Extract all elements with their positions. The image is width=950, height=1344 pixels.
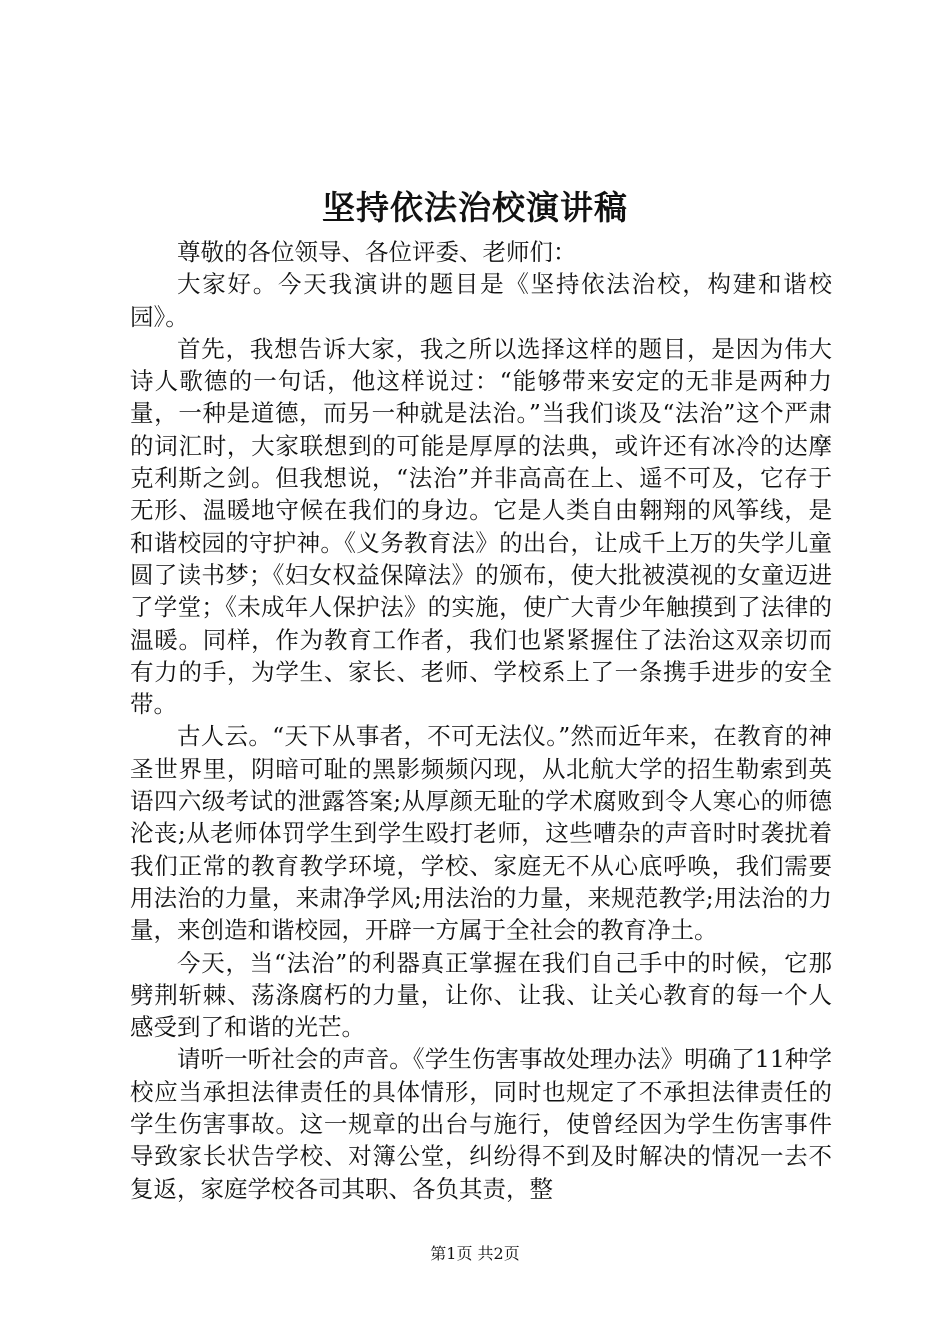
body-paragraph: 请听一听社会的声音。《学生伤害事故处理办法》明确了11种学校应当承担法律责任的具体情形，同时也规定了不承担法律责任的学生伤害事故。这一规章的出台与施行，使曾经因为学生伤害事件导致家长状告学校、对簿公堂，纠纷得不到及时解决的情况一去不复返，家庭学校各司其职、各负其责，整 <box>130 1045 832 1203</box>
salutation-paragraph: 尊敬的各位领导、各位评委、老师们： <box>177 238 577 266</box>
page-number-footer: 第1页 共2页 <box>430 1244 520 1263</box>
body-paragraph: 今天，当“法治”的利器真正掌握在我们自己手中的时候，它那劈荆斩棘、荡涤腐朽的力量，让你、让我、让关心教育的每一个人感受到了和谐的光芒。 <box>130 948 832 1042</box>
body-paragraph: 大家好。今天我演讲的题目是《坚持依法治校，构建和谐校园》。 <box>130 270 832 331</box>
document-title: 坚持依法治校演讲稿 <box>322 188 628 227</box>
body-paragraph: 首先，我想告诉大家，我之所以选择这样的题目，是因为伟大诗人歌德的一句话，他这样说过：“能够带来安定的无非是两种力量，一种是道德，而另一种就是法治。”当我们谈及“法治”这个严肃的词汇时，大家联想到的可能是厚厚的法典，或许还有冰冷的达摩克利斯之剑。但我想说，“法治”并非高高在上、遥不可及，它存于无形、温暖地守候在我们的身边。它是人类自由翱翔的风筝线，是和谐校园的守护神。《义务教育法》的出台，让成千上万的失学儿童圆了读书梦；《妇女权益保障法》的颁布，使大批被漠视的女童迈进了学堂；《未成年人保护法》的实施，使广大青少年触摸到了法律的温暖。同样，作为教育工作者，我们也紧紧握住了法治这双亲切而有力的手，为学生、家长、老师、学校系上了一条携手进步的安全带。 <box>130 334 832 719</box>
document-body <box>130 236 832 1205</box>
body-paragraph: 古人云。“天下从事者，不可无法仪。”然而近年来，在教育的神圣世界里，阴暗可耻的黑影频频闪现，从北航大学的招生勒索到英语四六级考试的泄露答案;从厚颜无耻的学术腐败到令人寒心的师德沦丧;从老师体罚学生到学生殴打老师，这些嘈杂的声音时时袭扰着我们正常的教育教学环境，学校、家庭无不从心底呼唤，我们需要用法治的力量，来肃净学风;用法治的力量，来规范教学;用法治的力量，来创造和谐校园，开辟一方属于全社会的教育净土。 <box>130 722 832 945</box>
